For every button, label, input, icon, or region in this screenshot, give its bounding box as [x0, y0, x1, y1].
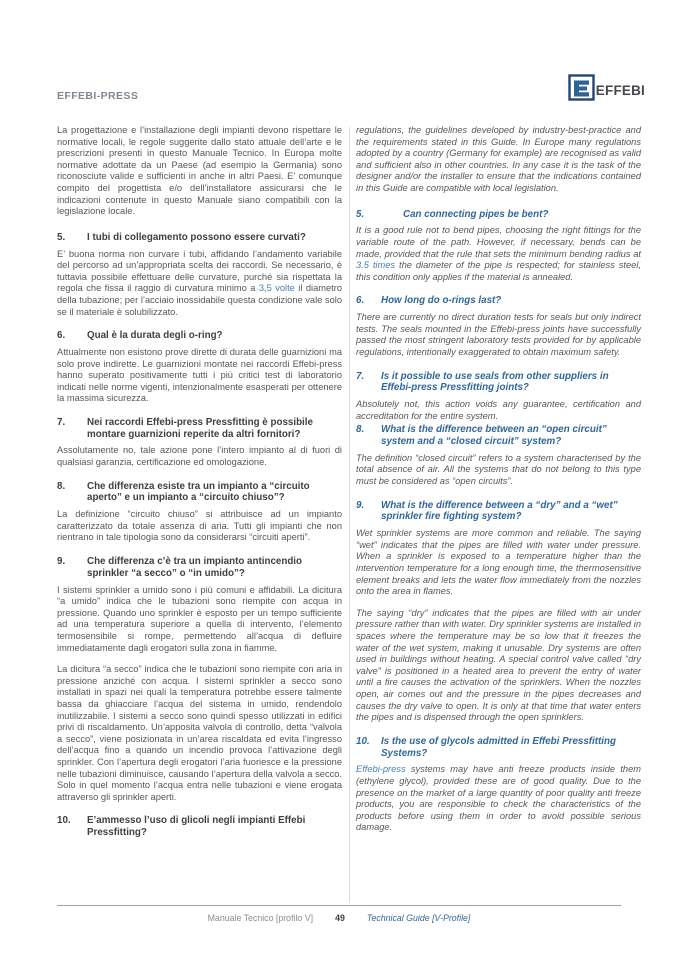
- en-paragraph-9b: The saying “dry” indicates that the pipes are filled with air under pressure rather than with water. Dry sprinkler systems are installed in spaces where the temperature may be so low that it freezes the water of the wet system, making it unusable. Dry systems are often used in buildings without heating. A special control valve called “dry valve” is positioned in a heated area to prevent the entry of water until a fire causes the activation of the sprinklers. When the nozzles open, air comes out and the pressure in the pipes decreases and causes the dry valve to open. It is only at that time that water enters the pipes and is dispensed through the open sprinklers.: [356, 607, 641, 723]
- effebi-logo-icon: [568, 74, 595, 106]
- page-body: [57, 125, 642, 909]
- it-heading-8: 8. Che differenza esiste tra un impianto a “circuito aperto” e un impianto a “circuito chiuso”?: [57, 480, 310, 504]
- en-paragraph-8: The definition “closed circuit” refers to a system characterised by the total absence of air. All the systems that do not belong to this type must be considered as “open circuits”.: [356, 452, 641, 487]
- it-heading-5: 5. I tubi di collegamento possono essere curvati?: [57, 231, 306, 243]
- highlight-value: 3.5 times: [356, 260, 396, 271]
- it-heading-10: 10. E’ammesso l’uso di glicoli negli impianti Effebi Pressfitting?: [57, 815, 306, 839]
- page-number: 49: [335, 913, 345, 923]
- it-paragraph-6: Attualmente non esistono prove dirette di durata delle guarnizioni ma solo prove indirette. Le guarnizioni montate nei raccordi Effebi-press hanno superato positivamente tutti i più critici test di laboratorio indicati nelle norme vigenti, intenzionalmente esasperati per ottenere la massima sicurezza.: [57, 346, 342, 404]
- it-heading-9: 9. Che differenza c’è tra un impianto antincendio sprinkler “a secco” o “in umido”?: [57, 556, 303, 579]
- en-heading-5: 5. Can connecting pipes be bent?: [356, 208, 549, 220]
- it-heading-7: 7. Nei raccordi Effebi-press Pressfitting è possibile montare guarnizioni reperite da altri fornitori?: [57, 416, 313, 440]
- highlight-value: 3,5 volte: [258, 283, 295, 294]
- footer-row: [57, 913, 621, 923]
- en-heading-9: 9. What is the difference between a “dry” and a “wet” sprinkler fire fighting system?: [356, 499, 618, 523]
- effebi-logo-text: EFFEBI: [595, 82, 645, 98]
- it-paragraph-9a: I sistemi sprinkler a umido sono i più comuni e affidabili. La dicitura “a umido” indica che le tubazioni sono riempite con acqua in pressione. Quando uno sprinkler è esposto per un tempo sufficiente ad una temperatura superiore a quella di intervento, l’elemento termosensibile si rompe, permettendo all’acqua di defluire immediatamente dagli erogatori sulla zona in fiamme.: [57, 584, 342, 653]
- en-paragraph-6: There are currently no direct duration tests for seals but only indirect tests. The seals mounted in the Effebi-press joints have successfully passed the most stringent laboratory tests provided for by applicable regulations, intentionally exaggerated to obtain maximum safety.: [356, 312, 641, 357]
- en-heading-6: 6. How long do o-rings last?: [356, 295, 502, 307]
- it-intro-paragraph: La progettazione e l’installazione degli impianti devono rispettare le normative locali, le regole suggerite dallo stato attuale dell’arte e le prescrizioni presenti in questo Manuale Tecnico. In Europa molte normative adottate da un Paese (ad esempio la Germania) sono riconosciute valide e sufficienti in anche in altri Paesi. E’ comunque compito del progettista e/o dell’installatore assicurarsi che le indicazioni contenute in questo Manuale siano compatibili con la legislazione locale.: [57, 125, 342, 217]
- it-paragraph-7: Assolutamente no, tale azione pone l’intero impianto al di fuori di qualsiasi garanzia, certificazione ed omologazione.: [57, 445, 342, 468]
- footer-rule: [57, 905, 621, 906]
- en-heading-8: 8. What is the difference between an “open circuit” system and a “closed circuit” system?: [356, 424, 607, 448]
- en-paragraph-9a: Wet sprinkler systems are more common and reliable. The saying “wet” indicates that the pipes are filled with water under pressure. When a sprinkler is exposed to a temperature higher than the intervention temperature for a long enough time, the thermosensitive element breaks and lets the water flow immediately from the nozzles onto the area in flames.: [356, 528, 641, 597]
- footer-manual-title-en: Technical Guide [V-Profile]: [366, 913, 471, 923]
- page-header: [57, 74, 645, 106]
- en-paragraph-5: It is a good rule not to bend pipes, choosing the right fittings for the variable route of the path. However, if necessary, bends can be made, provided that the rule that sets the minimum bending radius at 3.5 times the diameter of the pipe is respected; for stainless steel, this condition only applies if the material is annealed.: [356, 225, 642, 282]
- column-english: [356, 125, 641, 909]
- en-paragraph-10: Effebi-press systems may have anti freeze products inside them (ethylene glycol), provided these are of good quality. Due to the presence on the market of a large quantity of poor quality anti freeze products, you are responsible to check the characteristics of the products before using them in order to avoid possible serious damage.: [356, 764, 641, 833]
- it-paragraph-8: La definizione “circuito chiuso” si attribuisce ad un impianto caratterizzato da totale assenza di aria. Tutti gli impianti che non rientrano in tale tipologia sono da considerarsi “circuiti aperti”.: [57, 509, 342, 543]
- highlight-brand: Effebi-press: [356, 764, 406, 775]
- en-intro-paragraph: regulations, the guidelines developed by industry-best-practice and the requirements stated in this Guide. In Europe many regulations adopted by a country (Germany for example) are recognised as valid and sufficient also in other countries. In any case it is the task of the designer and/or the installer to ensure that the indications contained in this Guide are compatible with local legislation.: [356, 125, 641, 193]
- en-heading-7: 7. Is it possible to use seals from other suppliers in Effebi-press Pressfitting joints?: [356, 370, 609, 394]
- it-paragraph-5: E’ buona norma non curvare i tubi, affidando l’andamento variabile del percorso ad un’appropriata scelta dei raccordi. Se necessario, è tuttavia possibile effettuare delle curvature, purché sia rispettata la regola che fissa il raggio di curvatura minimo a 3,5 volte il diametro della tubazione; per l’acciaio inossidabile questa condizione vale solo se il materiale è solubilizzato.: [57, 248, 343, 317]
- en-heading-10: 10. Is the use of glycols admitted in Effebi Pressfitting Systems?: [356, 735, 616, 759]
- column-italian: [57, 125, 342, 909]
- en-paragraph-7: Absolutely not, this action voids any guarantee, certification and accreditation for the entire system.: [356, 399, 641, 421]
- footer-manual-title-it: Manuale Tecnico [profilo V]: [207, 913, 314, 923]
- it-paragraph-9b: La dicitura “a secco” indica che le tubazioni sono riempite con aria in pressione anziché con acqua. I sistemi sprinkler a secco sono installati in spazi nei quali la temperatura potrebbe essere talmente bassa da ghiacciare l’acqua del sistema in umido, rendendolo inutilizzabile. I sistemi a secco sono quindi spesso utilizzati in edifici privi di riscaldamento. Un’apposita valvola di controllo, detta “valvola a secco”, viene posizionata in un’area riscaldata ed evita l’ingresso dell’acqua fino a quando un incendio provoca l’attivazione degli sprinkler. Con l’apertura degli erogatori l’aria fuoriesce e la pressione nelle tubazioni diminuisce, causando l’apertura della valvola a secco. Solo in quel momento l’acqua entra nelle tubazioni e viene erogata attraverso gli sprinkler aperti.: [57, 664, 342, 802]
- column-divider: [349, 127, 350, 903]
- page-footer: [57, 905, 621, 923]
- it-heading-6: 6. Qual è la durata degli o-ring?: [57, 330, 223, 342]
- document-title: EFFEBI-PRESS: [57, 90, 139, 102]
- effebi-logo: [568, 74, 645, 106]
